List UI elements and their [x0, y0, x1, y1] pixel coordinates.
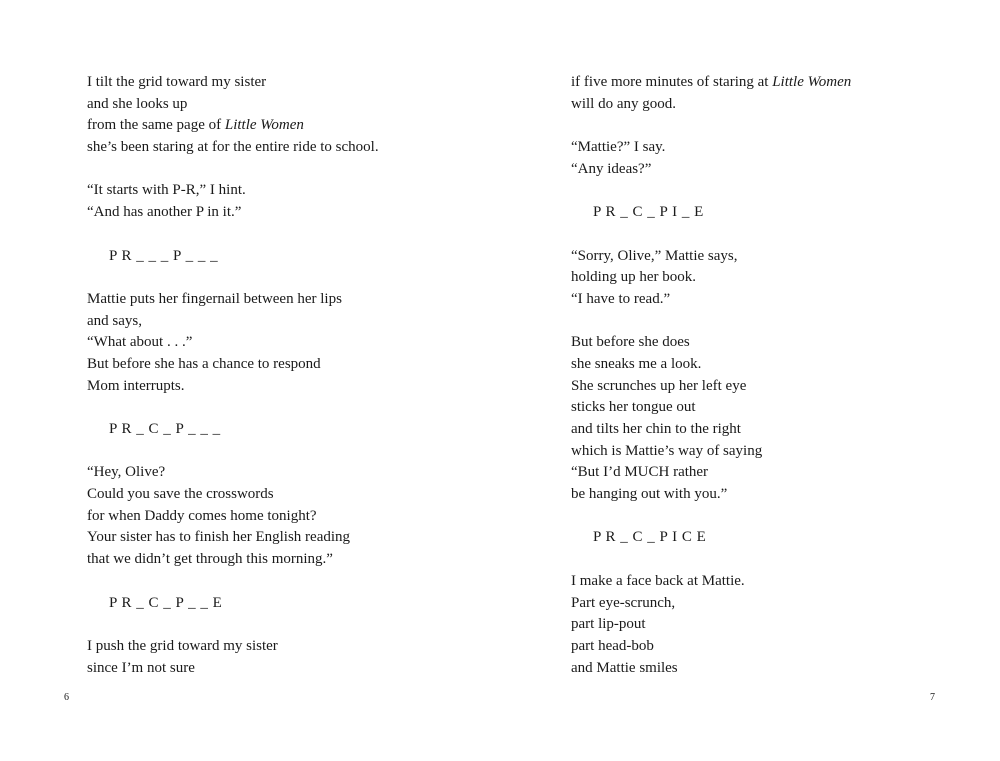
poem-line: [571, 94, 991, 116]
crossword-puzzle-line: [571, 202, 991, 224]
crossword-puzzle-line: [87, 419, 507, 441]
line-text: “Hey, Olive?: [87, 464, 166, 481]
poem-line: [87, 527, 507, 549]
stanza-break: [87, 397, 507, 419]
poem-line: [571, 159, 991, 181]
line-text: “Any ideas?”: [571, 160, 652, 177]
stanza-break: [87, 159, 507, 181]
line-text: Your sister has to finish her English reading: [87, 529, 351, 546]
line-text: I make a face back at Mattie.: [571, 572, 745, 589]
line-text: “But I’d MUCH rather: [571, 464, 709, 481]
stanza-break: [571, 224, 991, 246]
poem-line: [87, 354, 507, 376]
poem-line: [571, 571, 991, 593]
line-text: and tilts her chin to the right: [571, 421, 741, 437]
line-text: sticks her tongue out: [571, 399, 696, 416]
line-text: “I have to read.”: [571, 290, 671, 307]
line-text: she’s been staring at for the entire ride to school.: [87, 139, 379, 156]
poem-line: [571, 614, 991, 636]
line-text: be hanging out with you.”: [571, 486, 728, 503]
line-text: “And has another P in it.”: [87, 204, 242, 221]
line-text: “What about . . .”: [87, 334, 193, 351]
line-text: Part eye-scrunch,: [571, 594, 676, 611]
poem-line: [87, 289, 507, 311]
line-text: from the same page of: [87, 117, 225, 134]
poem-line: [571, 376, 991, 398]
poem-line: [571, 137, 991, 159]
poem-line: [87, 311, 507, 333]
poem-line: [87, 202, 507, 224]
stanza-break: [571, 115, 991, 137]
poem-line: [571, 636, 991, 658]
stanza-break: [87, 614, 507, 636]
poem-line: [87, 115, 507, 137]
poem-line: [571, 72, 991, 94]
book-title: Little Women: [224, 117, 304, 134]
poem-line: [87, 549, 507, 571]
line-text: that we didn’t get through this morning.”: [87, 551, 333, 568]
line-text: and says,: [87, 312, 142, 329]
crossword-puzzle-line: [87, 246, 507, 268]
line-text: Could you save the crosswords: [87, 486, 274, 503]
line-text: for when Daddy comes home tonight?: [87, 507, 317, 524]
line-text: “Sorry, Olive,” Mattie says,: [571, 247, 738, 264]
line-text: which is Mattie’s way of saying: [571, 442, 763, 459]
line-text: P R _ _ _ P _ _ _: [109, 247, 219, 264]
line-text: part lip-pout: [571, 616, 646, 633]
line-text: part head-bob: [571, 637, 654, 654]
poem-line: [87, 137, 507, 159]
line-text: P R _ C _ P _ _ E: [109, 594, 223, 611]
right-page-text: [571, 72, 991, 679]
poem-line: [87, 332, 507, 354]
poem-line: [571, 462, 991, 484]
poem-line: [87, 72, 507, 94]
line-text: holding up her book.: [571, 269, 696, 286]
line-text: Mattie puts her fingernail between her lips: [87, 290, 342, 307]
stanza-break: [571, 506, 991, 528]
poem-line: [87, 636, 507, 658]
line-text: if five more minutes of staring at: [571, 74, 773, 90]
line-text: But before she does: [571, 334, 690, 351]
poem-line: [87, 180, 507, 202]
stanza-break: [571, 549, 991, 571]
poem-line: [571, 397, 991, 419]
poem-line: [87, 376, 507, 398]
poem-line: [87, 658, 507, 680]
poem-line: [571, 419, 991, 441]
line-text: and Mattie smiles: [571, 659, 678, 676]
line-text: P R _ C _ P _ _ _: [109, 421, 221, 437]
line-text: I tilt the grid toward my sister: [87, 74, 267, 90]
stanza-break: [571, 311, 991, 333]
poem-line: [87, 462, 507, 484]
stanza-break: [87, 224, 507, 246]
left-page-number: 6: [64, 692, 69, 703]
crossword-puzzle-line: [571, 527, 991, 549]
line-text: P R _ C _ P I C E: [593, 529, 707, 546]
line-text: since I’m not sure: [87, 659, 195, 676]
poem-line: [571, 593, 991, 615]
line-text: she sneaks me a look.: [571, 355, 702, 372]
line-text: and she looks up: [87, 95, 188, 112]
poem-line: [571, 289, 991, 311]
poem-line: [87, 484, 507, 506]
line-text: I push the grid toward my sister: [87, 637, 278, 654]
line-text: “It starts with P-R,” I hint.: [87, 182, 246, 199]
stanza-break: [87, 267, 507, 289]
poem-line: [87, 94, 507, 116]
left-page-text: [87, 72, 507, 679]
poem-line: [571, 332, 991, 354]
line-text: will do any good.: [571, 95, 676, 112]
line-text: Mom interrupts.: [87, 377, 185, 394]
stanza-break: [571, 180, 991, 202]
poem-line: [87, 506, 507, 528]
line-text: She scrunches up her left eye: [571, 377, 747, 394]
poem-line: [571, 658, 991, 680]
poem-line: [571, 246, 991, 268]
poem-line: [571, 267, 991, 289]
line-text: “Mattie?” I say.: [571, 139, 666, 156]
stanza-break: [87, 441, 507, 463]
poem-line: [571, 441, 991, 463]
poem-line: [571, 484, 991, 506]
stanza-break: [87, 571, 507, 593]
crossword-puzzle-line: [87, 593, 507, 615]
line-text: P R _ C _ P I _ E: [593, 204, 704, 221]
poem-line: [571, 354, 991, 376]
line-text: But before she has a chance to respond: [87, 355, 321, 372]
book-title: Little Women: [772, 74, 852, 90]
right-page-number: 7: [930, 692, 935, 703]
